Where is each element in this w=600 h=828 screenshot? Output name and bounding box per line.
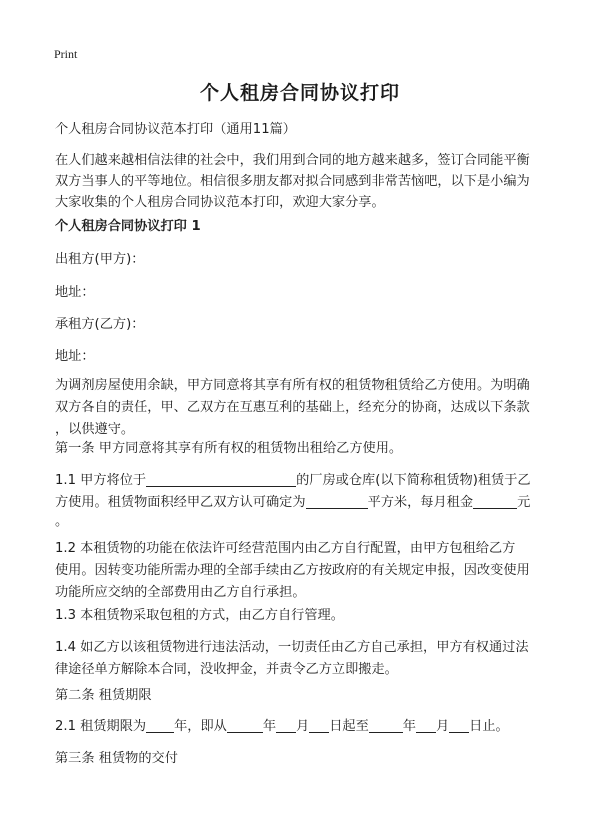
location-blank bbox=[146, 472, 296, 487]
clause-1-1-line-3: 。 bbox=[55, 514, 69, 529]
clause-1-2-line-2: 使用。因转变功能所需办理的全部手续由乙方按政府的有关规定申报，因改变使用 bbox=[55, 563, 530, 578]
clause-1-1-line-1 bbox=[55, 469, 555, 492]
clause-1-1-text-d: 平方米，每月租金 bbox=[367, 495, 474, 510]
clause-1-2-line-3: 功能所应交纳的全部费用由乙方自行承担。 bbox=[55, 585, 306, 600]
rent-blank bbox=[473, 494, 517, 509]
article-1: 第一条 甲方同意将其享有所有权的租赁物出租给乙方使用。 bbox=[55, 441, 403, 456]
preamble-line-3: ，以供遵守。 bbox=[55, 422, 135, 437]
clause-2-1-text-a: 2.1 租赁期限为 bbox=[55, 719, 147, 734]
clause-1-1-text-a: 1.1 甲方将位于 bbox=[55, 473, 147, 488]
start-day-blank bbox=[309, 718, 329, 733]
clause-2-1-text-h: 日止。 bbox=[469, 719, 509, 734]
clause-2-1-text-g: 月 bbox=[435, 719, 450, 734]
clause-2-1 bbox=[55, 715, 555, 738]
end-month-blank bbox=[416, 718, 436, 733]
section-heading: 个人租房合同协议打印 1 bbox=[55, 219, 201, 234]
term-years-blank bbox=[146, 718, 174, 733]
lessor-field: 出租方(甲方)： bbox=[55, 252, 145, 267]
clause-2-1-text-c: 年 bbox=[262, 719, 277, 734]
clause-2-1-text-b: 年，即从 bbox=[174, 719, 227, 734]
clause-1-1-text-c: 方使用。租赁物面积经甲乙双方认可确定为 bbox=[55, 495, 306, 510]
lessee-field: 承租方(乙方)： bbox=[55, 317, 145, 332]
print-label: Print bbox=[54, 47, 78, 61]
clause-1-3: 1.3 本租赁物采取包租的方式，由乙方自行管理。 bbox=[55, 608, 344, 623]
clause-1-4-line-2: 律途径单方解除本合同，没收押金，并责令乙方立即搬走。 bbox=[55, 662, 398, 677]
clause-1-1-text-b: 的厂房或仓库(以下简称租赁物)租赁于乙 bbox=[296, 473, 531, 488]
article-2: 第二条 租赁期限 bbox=[55, 688, 152, 703]
start-month-blank bbox=[276, 718, 296, 733]
clause-2-1-text-d: 月 bbox=[296, 719, 310, 734]
clause-2-1-text-e: 日起至 bbox=[329, 719, 369, 734]
lessee-address-field: 地址： bbox=[55, 349, 95, 364]
document-subtitle: 个人租房合同协议范本打印（通用11篇） bbox=[55, 122, 296, 137]
clause-1-2-line-1: 1.2 本租赁物的功能在依法许可经营范围内由乙方自行配置，由甲方包租给乙方 bbox=[55, 541, 516, 556]
clause-2-1-text-f: 年 bbox=[402, 719, 416, 734]
intro-line-1: 在人们越来越相信法律的社会中，我们用到合同的地方越来越多，签订合同能平衡 bbox=[55, 153, 530, 168]
area-blank bbox=[306, 494, 368, 509]
intro-line-3: 大家收集的个人租房合同协议范本打印，欢迎大家分享。 bbox=[55, 195, 385, 210]
clause-1-4-line-1: 1.4 如乙方以该租赁物进行违法活动，一切责任由乙方自己承担，甲方有权通过法 bbox=[55, 640, 529, 655]
lessor-address-field: 地址： bbox=[55, 285, 95, 300]
preamble-line-2: 双方各自的责任，甲、乙双方在互惠互利的基础上，经充分的协商，达成以下条款 bbox=[55, 400, 530, 415]
start-year-blank bbox=[227, 718, 263, 733]
preamble-line-1: 为调剂房屋使用余缺，甲方同意将其享有所有权的租赁物租赁给乙方使用。为明确 bbox=[55, 378, 530, 393]
end-year-blank bbox=[369, 718, 403, 733]
end-day-blank bbox=[449, 718, 469, 733]
clause-1-1-text-e: 元 bbox=[517, 495, 531, 510]
article-3: 第三条 租赁物的交付 bbox=[55, 751, 178, 766]
intro-line-2: 双方当事人的平等地位。相信很多朋友都对拟合同感到非常苦恼吧，以下是小编为 bbox=[55, 174, 530, 189]
page-title: 个人租房合同协议打印 bbox=[199, 82, 400, 104]
